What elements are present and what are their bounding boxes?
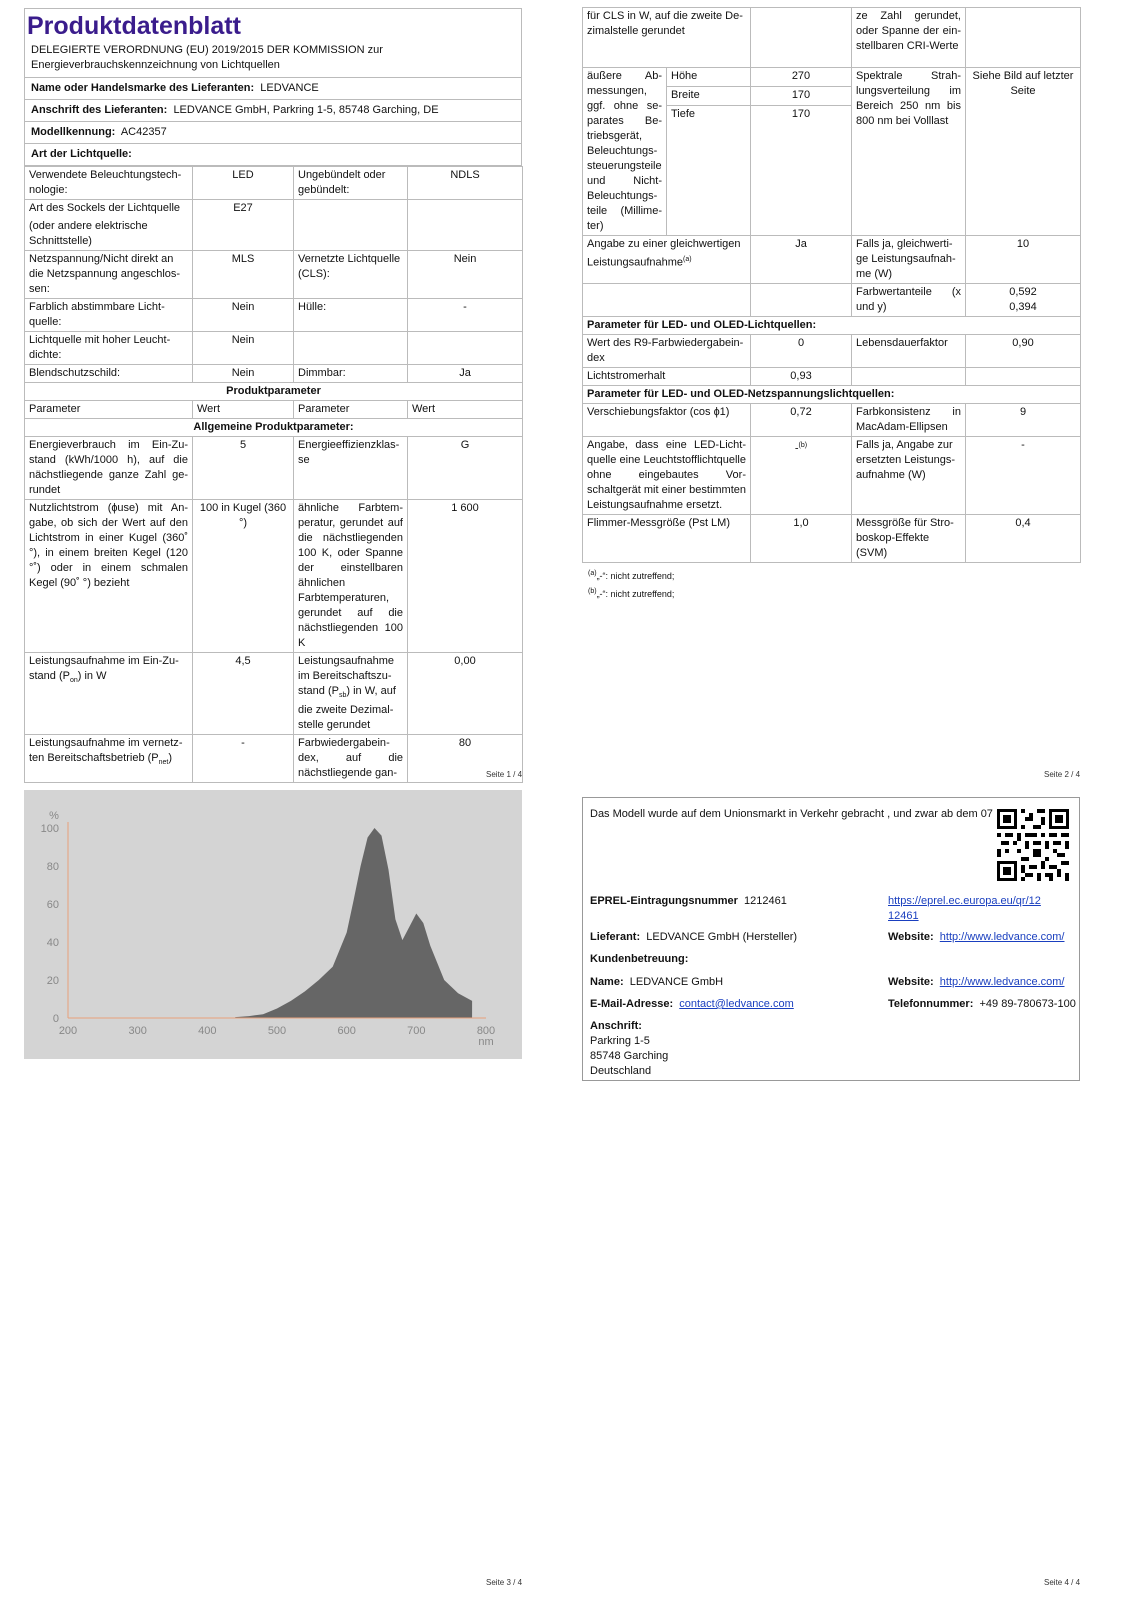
supplier-brand-row: Name oder Handelsmarke des Lieferanten: LEDVANCE <box>25 77 521 99</box>
page-title: Produktdatenblatt <box>27 12 241 40</box>
x-tick-label: 800 <box>476 1025 496 1037</box>
regulation-text: DELEGIERTE VERORDNUNG (EU) 2019/2015 DER KOMMISSION zur Energieverbrauchskennzeichnung von Lichtquellen <box>31 44 383 71</box>
table-row: Leistungsaufnahme im vernetzten Bereitschaftsbetrieb $(P_{net})$ - Farbwiedergabeindex, auf die nächstliegende gan- 80 <box>25 735 523 783</box>
supplier-row: Lieferant: LEDVANCE GmbH (Hersteller) Website: http://www.ledvance.com/ <box>590 931 1065 943</box>
page-number: Seite 4 / 4 <box>1044 1578 1081 1587</box>
column-header-row: Parameter Wert Parameter Wert <box>25 401 523 419</box>
y-tick-label: 0 <box>52 1013 59 1025</box>
support-name-row: Name: LEDVANCE GmbH Website: http://www.ledvance.com/ <box>590 976 1065 988</box>
page-4 <box>582 797 1080 1081</box>
supplier-address-row: Anschrift des Lieferanten: LEDVANCE GmbH, Parkring 1-5, 85748 Garching, DE <box>25 99 521 121</box>
spectrum-area <box>235 828 472 1018</box>
eprel-link[interactable]: https://eprel.ec.europa.eu/qr/12 12461 <box>888 895 1041 922</box>
contact-row: E-Mail-Adresse: contact@ledvance.com Telefonnummer: +49 89-780673-100 <box>590 998 1076 1010</box>
product-table-2 <box>582 7 1081 563</box>
table-row: Lichtquelle mit hoher Leuchtdichte: Nein <box>25 332 523 365</box>
table-row: Nutzlichtstrom (ɸuse) mit Angabe, ob sich der Wert auf den Lichtstrom in einer Kugel (360˚ °), in einem breiten Kegel (120 °˚) oder in einem schmalen Kegel (90˚ °) bezieht 100 in Kugel (360 °) ähnliche Farbtemperatur, gerundet auf die nächstliegenden 100 K, oder Spanne der einstellbaren ähnlichen Farbtemperaturen, gerundet auf die nächstliegenden 100 K 1 600 <box>25 500 523 653</box>
market-intro: Das Modell wurde auf dem Unionsmarkt in Verkehr gebracht , und zwar ab dem 07 <box>590 808 993 820</box>
x-tick-label: 300 <box>128 1025 147 1037</box>
table-row: Wert des R9-Farbwiedergabeindex 0 Lebensdauerfaktor 0,90 <box>583 335 1081 368</box>
footnote-a: $^{(a)}$„-“: nicht zutreffend; <box>588 570 675 581</box>
website-link[interactable]: http://www.ledvance.com/ <box>939 931 1065 943</box>
x-tick-label: 700 <box>407 1025 426 1037</box>
y-tick-label: 20 <box>46 975 59 987</box>
x-tick-label: 400 <box>198 1025 217 1037</box>
address-block: Anschrift: Parkring 1-5 85748 Garching Deutschland <box>590 1020 669 1077</box>
table-row: Netzspannung/Nicht direkt an die Netzspannung angeschlossen: MLS Vernetzte Lichtquelle (CLS): Nein <box>25 251 523 299</box>
table-row: Energieverbrauch im Ein-Zustand (kWh/1000 h), auf die nächstliegende ganze Zahl gerundet 5 Energieeffizienzklasse G <box>25 437 523 500</box>
website-link[interactable]: http://www.ledvance.com/ <box>939 976 1065 988</box>
x-tick-label: 600 <box>337 1025 356 1037</box>
section-header: Parameter für LED- und OLED-Netzspannungslichtquellen: <box>583 386 1081 404</box>
eprel-row: EPREL-Eintragungsnummer 1212461 https://eprel.ec.europa.eu/qr/12 12461 <box>590 895 1041 922</box>
spectrum-chart-svg <box>24 790 522 1059</box>
type-header: Art der Lichtquelle: <box>25 143 521 165</box>
spectrum-chart <box>24 790 522 1059</box>
support-header: Kundenbetreuung: <box>590 953 689 965</box>
table-row: Verwendete Beleuchtungstechnologie: LED Ungebündelt oder gebündelt: NDLS <box>25 167 523 200</box>
page-number: Seite 3 / 4 <box>486 1578 523 1587</box>
page-1 <box>24 8 522 783</box>
table-row: äußere Abmessungen, ggf. ohne separates Betriebsgerät, Beleuchtungssteuerungsteile und Nicht-Beleuchtungsteile (Millimeter) Höhe 270 Spektrale Strahlungsverteilung im Bereich 250 nm bis 800 nm bei Volllast Siehe Bild auf letzter Seite <box>583 68 1081 87</box>
y-tick-label: 80 <box>46 861 59 873</box>
table-row: Lichtstromerhalt 0,93 <box>583 368 1081 386</box>
table-row: Angabe, dass eine LED-Lichtquelle eine Leuchtstofflichtquelle ohne eingebautes Vorschaltgerät mit einer bestimmten Leistungsaufnahme ersetzt. -$^{(b)}$ Falls ja, Angabe zur ersetzten Leistungsaufnahme (W) - <box>583 437 1081 515</box>
page-2 <box>582 7 1080 602</box>
page-number: Seite 2 / 4 <box>1044 770 1081 779</box>
table-row: Farbwertanteile (x und y) 0,592 0,394 <box>583 284 1081 317</box>
email-link[interactable]: contact@ledvance.com <box>679 998 794 1010</box>
table-row: Leistungsaufnahme im Ein-Zustand $(P_{on})$ in W 4,5 Leistungsaufnahme im Bereitschaftszustand $(P_{sb})$ in W, auf die zweite Dezimalstelle gerundet 0,00 <box>25 653 523 735</box>
section-header: Produktparameter <box>25 383 523 401</box>
y-axis-label: % <box>49 810 59 822</box>
header-box <box>24 8 522 166</box>
x-tick-label: 200 <box>58 1025 78 1037</box>
section-header: Allgemeine Produktparameter: <box>25 419 523 437</box>
table-row: für CLS in W, auf die zweite Dezimalstelle gerundet ze Zahl gerundet, oder Spanne der einstellbaren CRI-Werte <box>583 8 1081 68</box>
table-row: Angabe zu einer gleichwertigen Leistungsaufnahme$^{(a)}$ Ja Falls ja, gleichwertige Leistungsaufnahme (W) 10 <box>583 236 1081 284</box>
product-table-1 <box>24 166 523 783</box>
x-tick-label: 500 <box>267 1025 287 1037</box>
footnote-b: $^{(b)}$„-“: nicht zutreffend; <box>588 588 675 599</box>
y-tick-label: 100 <box>40 823 59 835</box>
y-tick-label: 40 <box>46 937 59 949</box>
page-number: Seite 1 / 4 <box>486 770 523 779</box>
qr-code-icon <box>997 809 1069 881</box>
table-row: Farblich abstimmbare Lichtquelle: Nein Hülle: - <box>25 299 523 332</box>
table-row: Tiefe 170 <box>583 106 1081 236</box>
model-row: Modellkennung: AC42357 <box>25 121 521 143</box>
table-row: Flimmer-Messgröße (Pst LM) 1,0 Messgröße für Stroboskop-Effekte (SVM) 0,4 <box>583 515 1081 563</box>
section-header: Parameter für LED- und OLED-Lichtquellen: <box>583 317 1081 335</box>
y-tick-label: 60 <box>46 899 59 911</box>
table-row: Verschiebungsfaktor (cos ɸ1) 0,72 Farbkonsistenz in MacAdam-Ellipsen 9 <box>583 404 1081 437</box>
table-row: Breite 170 <box>583 87 1081 106</box>
table-row: Blendschutzschild: Nein Dimmbar: Ja <box>25 365 523 383</box>
x-axis-label: nm <box>478 1036 494 1048</box>
table-row: Art des Sockels der Lichtquelle (oder andere elektrische Schnittstelle) E27 <box>25 200 523 251</box>
